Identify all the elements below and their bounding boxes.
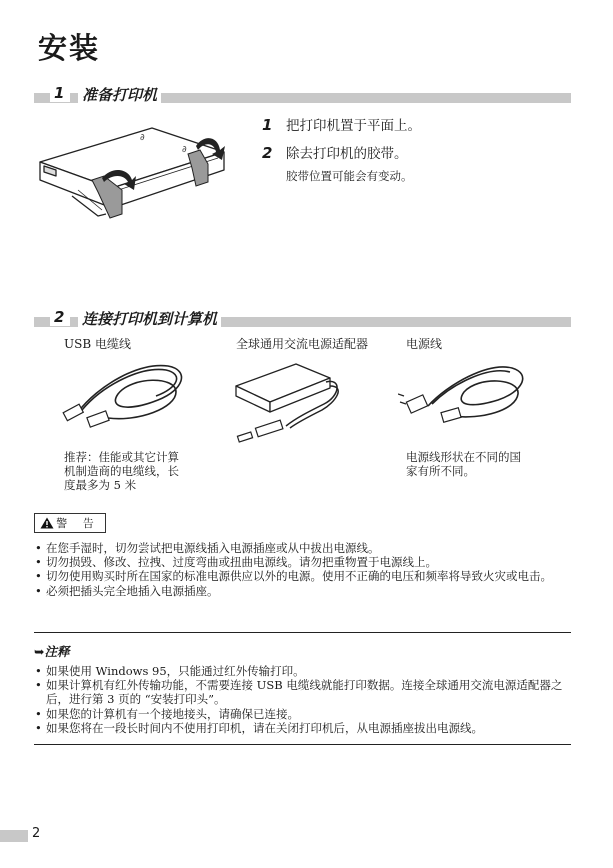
page-number-bar (0, 830, 28, 842)
warning-label (34, 513, 106, 533)
caption-line: 机制造商的电缆线，长 (64, 464, 179, 478)
power-cord-caption (406, 450, 521, 478)
section-title: 连接打印机到计算机 (78, 308, 221, 329)
caption-line: 推荐：佳能或其它计算 (64, 450, 179, 464)
caption-line: 度最多为 5 米 (64, 478, 137, 492)
caption-line: 家有所不同。 (406, 464, 475, 478)
list-item: • 切勿使用购买时所在国家的标准电源供应以外的电源。使用不正确的电压和频率将导致火灾或电击。 (34, 569, 573, 583)
list-item: • 如果计算机有红外传输功能，不需要连接 USB 电缆线就能打印数据。连接全球通用交流电源适配器之后，进行第 3 页的 “安装打印头”。 (34, 678, 573, 706)
step-number: 2 (262, 144, 273, 162)
list-item: • 切勿损毁、修改、拉拽、过度弯曲或扭曲电源线。请勿把重物置于电源线上。 (34, 555, 573, 569)
note-heading: ➥注释 (34, 644, 70, 659)
ac-adapter-label: 全球通用交流电源适配器 (236, 337, 369, 351)
power-cord-illustration (398, 356, 538, 440)
step-number: 1 (262, 116, 273, 134)
section-number: 1 (50, 84, 70, 102)
warning-list (34, 541, 573, 598)
page-title: 安装 (38, 31, 101, 65)
section-2-header (34, 309, 571, 331)
printer-illustration (32, 118, 232, 230)
step-text: 把打印机置于平面上。 (286, 118, 421, 134)
divider (34, 744, 571, 745)
svg-text:∂: ∂ (182, 145, 187, 155)
step-2 (262, 142, 408, 162)
section-number: 2 (50, 308, 70, 326)
step-2-note: 胶带位置可能会有变动。 (286, 169, 413, 183)
step-text: 除去打印机的胶带。 (286, 146, 408, 162)
divider (34, 632, 571, 633)
usb-cable-label: USB 电缆线 (64, 337, 131, 351)
list-item: • 如果您将在一段长时间内不使用打印机，请在关闭打印机后，从电源插座拔出电源线。 (34, 721, 573, 735)
notes-list (34, 664, 573, 735)
step-1 (262, 114, 421, 134)
section-1-header (34, 85, 571, 107)
warning-triangle-icon (40, 517, 54, 529)
warning-text: 警 告 (56, 517, 100, 530)
caption-line: 电源线形状在不同的国 (406, 450, 521, 464)
power-cord-label: 电源线 (406, 337, 443, 351)
list-item: • 如果您的计算机有一个接地接头，请确保已连接。 (34, 707, 573, 721)
list-item: • 如果使用 Windows 95，只能通过红外传输打印。 (34, 664, 573, 678)
usb-cable-caption (64, 450, 179, 492)
section-title: 准备打印机 (78, 84, 161, 105)
list-item: • 在您手湿时，切勿尝试把电源线插入电源插座或从中拔出电源线。 (34, 541, 573, 555)
svg-text:∂: ∂ (140, 133, 145, 143)
ac-adapter-illustration (226, 356, 366, 448)
list-item: • 必须把插头完全地插入电源插座。 (34, 584, 573, 598)
usb-cable-illustration (58, 356, 198, 440)
page-number: 2 (32, 826, 41, 841)
